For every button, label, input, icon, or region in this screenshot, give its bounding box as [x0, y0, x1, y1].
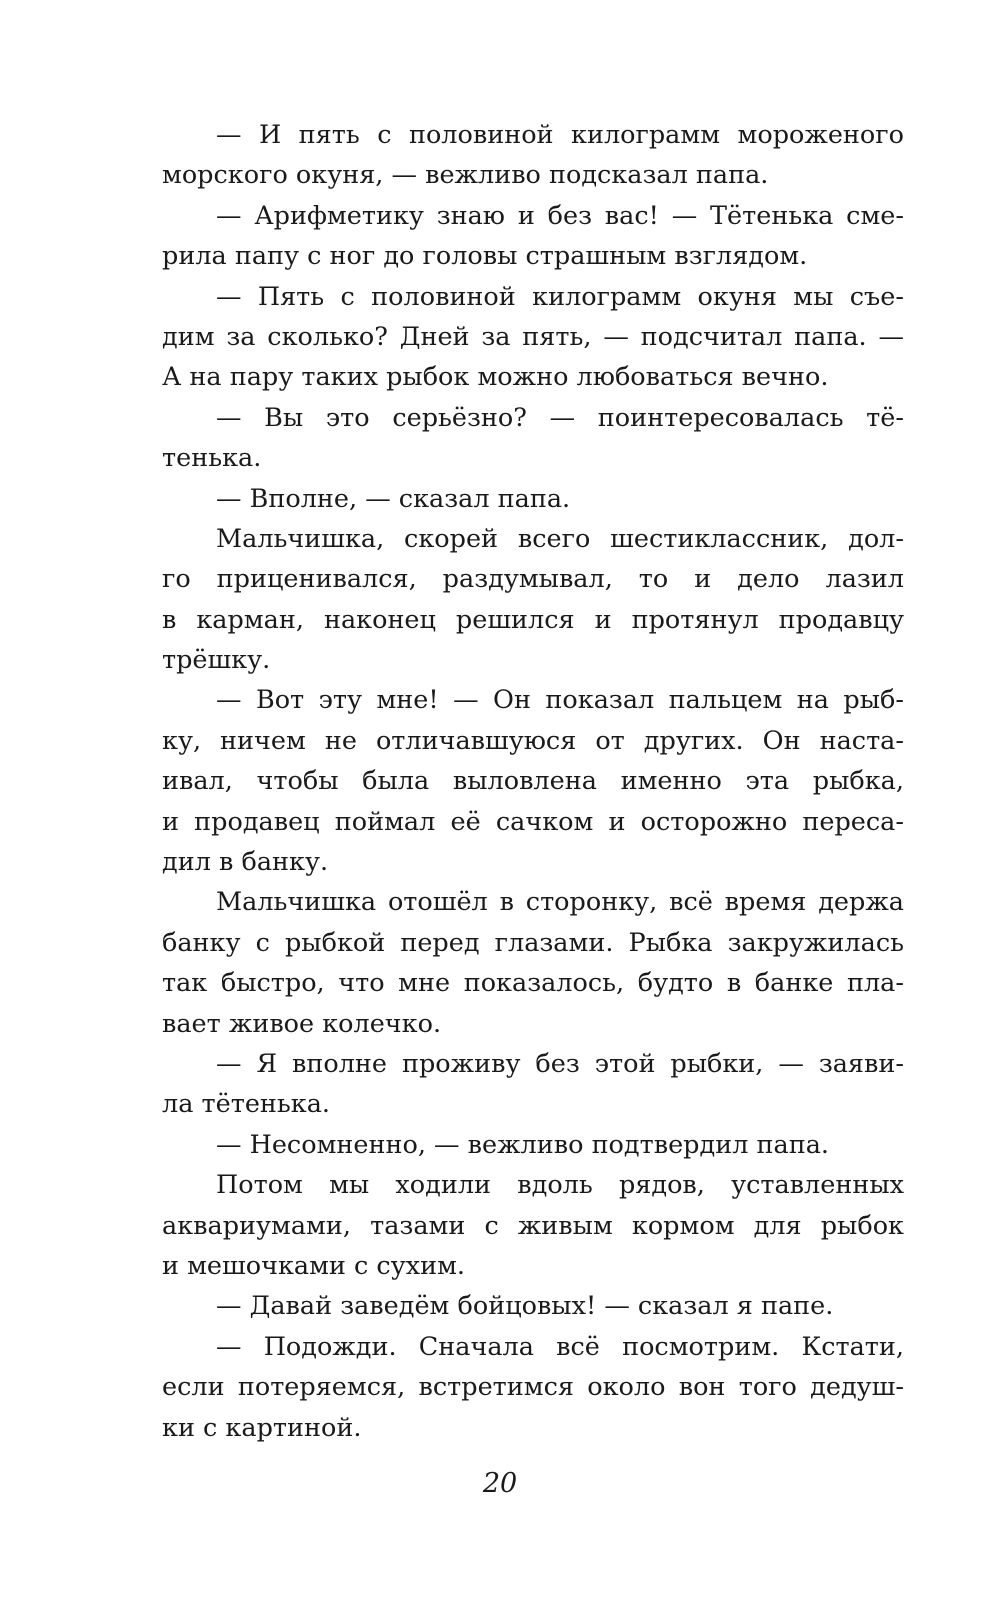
text-line: ивал, чтобы была выловлена именно эта рыбка, — [162, 766, 904, 797]
text-line: и продавец поймал её сачком и осторожно переса- — [162, 806, 904, 837]
text-line: дил в банку. — [162, 847, 329, 878]
text-line: ку, ничем не отличавшуюся от других. Он наста- — [162, 725, 904, 756]
text-line: и мешочками с сухим. — [162, 1250, 466, 1281]
text-line: дим за сколько? Дней за пять, — подсчитал папа. — — [162, 321, 904, 352]
text-line: так быстро, что мне показалось, будто в банке пла- — [162, 968, 904, 999]
text-line: — Вполне, — сказал папа. — [216, 483, 571, 514]
text-line: — Давай заведём бойцовых! — сказал я папе. — [216, 1291, 834, 1322]
text-line: — Вы это серьёзно? — поинтересовалась тё- — [216, 402, 904, 433]
text-line: ла тётенька. — [162, 1089, 331, 1120]
body-text — [162, 115, 904, 1448]
text-line: морского окуня, — вежливо подсказал папа. — [162, 160, 769, 191]
text-line: — Подожди. Сначала всё посмотрим. Кстати, — [216, 1331, 904, 1362]
text-line: — Арифметику знаю и без вас! — Тётенька сме- — [216, 200, 904, 231]
text-line: — Вот эту мне! — Он показал пальцем на рыб- — [216, 685, 904, 716]
text-line: вает живое колечко. — [162, 1008, 442, 1039]
text-line: го приценивался, раздумывал, то и дело лазил — [162, 564, 904, 595]
text-line: в карман, наконец решился и протянул продавцу — [162, 604, 904, 635]
text-line: Потом мы ходили вдоль рядов, уставленных — [216, 1170, 904, 1201]
text-line: рила папу с ног до головы страшным взглядом. — [162, 241, 808, 272]
text-line: — Пять с половиной килограмм окуня мы съе- — [216, 281, 904, 312]
text-line: тенька. — [162, 443, 262, 474]
page-number: 20 — [482, 1468, 518, 1499]
text-line: — Я вполне проживу без этой рыбки, — заяви- — [216, 1048, 904, 1079]
text-line: Мальчишка, скорей всего шестиклассник, дол- — [216, 523, 904, 554]
text-line: банку с рыбкой перед глазами. Рыбка закружилась — [162, 927, 904, 958]
text-line: ки с картиной. — [162, 1412, 362, 1443]
text-line: А на пару таких рыбок можно любоваться вечно. — [162, 362, 829, 393]
text-line: — И пять с половиной килограмм мороженого — [216, 120, 904, 150]
text-line: аквариумами, тазами с живым кормом для рыбок — [162, 1210, 904, 1241]
text-line: — Несомненно, — вежливо подтвердил папа. — [216, 1129, 829, 1160]
text-line: Мальчишка отошёл в сторонку, всё время держа — [216, 887, 904, 918]
text-line: если потеряемся, встретимся около вон того дедуш- — [162, 1372, 904, 1403]
text-line: трёшку. — [162, 645, 271, 676]
